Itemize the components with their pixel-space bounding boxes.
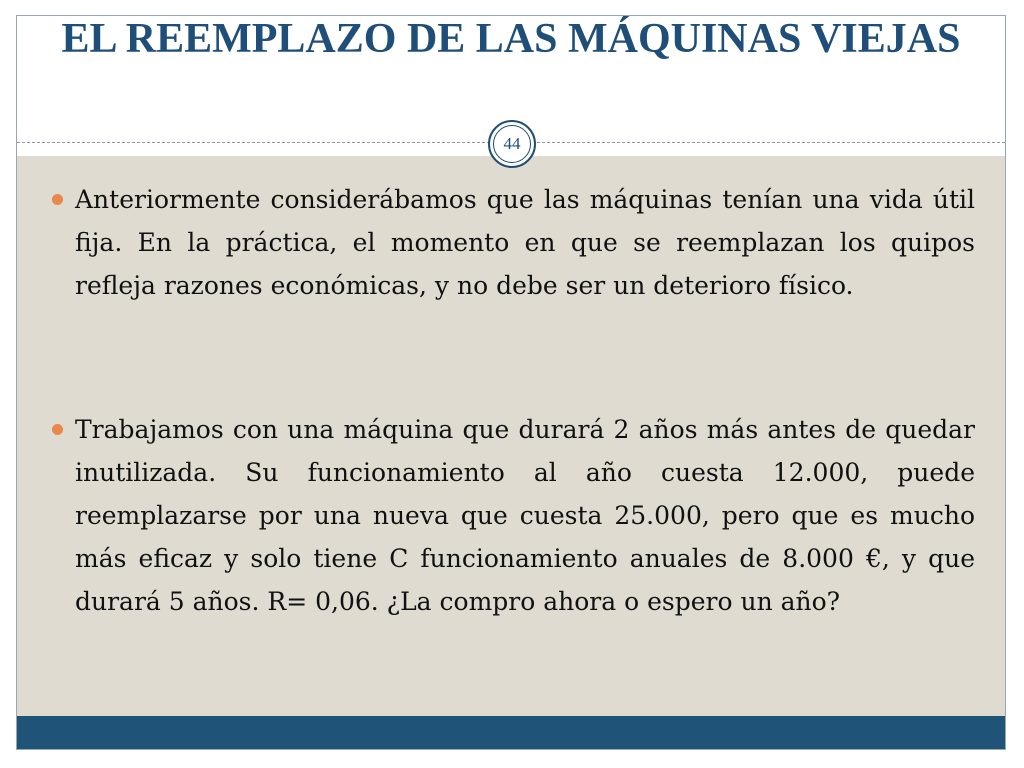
slide-title: EL REEMPLAZO DE LAS MÁQUINAS VIEJAS xyxy=(61,16,961,62)
bullet-text: Anteriormente considerábamos que las máquinas tenían una vida útil fija. En la práctica, el momento en que se reemplazan los quipos refleja razones económicas, y no debe ser un deterioro físico. xyxy=(75,185,975,300)
page-number: 44 xyxy=(493,125,531,163)
footer-bar xyxy=(17,716,1005,749)
slide xyxy=(16,15,1006,750)
bullet-dot-icon xyxy=(52,424,63,435)
bullet-dot-icon xyxy=(52,194,63,205)
page-number-badge xyxy=(488,120,536,168)
bullet-item xyxy=(75,408,975,623)
slide-body xyxy=(17,156,1005,716)
bullet-text: Trabajamos con una máquina que durará 2 años más antes de quedar inutilizada. Su funcionamiento al año cuesta 12.000, puede reemplazarse por una nueva que cuesta 25.000, pero que es mucho más eficaz y solo tiene C funcionamiento anuales de 8.000 €, y que durará 5 años. R= 0,06. ¿La compro ahora o espero un año? xyxy=(75,415,975,616)
bullet-item xyxy=(75,178,975,307)
